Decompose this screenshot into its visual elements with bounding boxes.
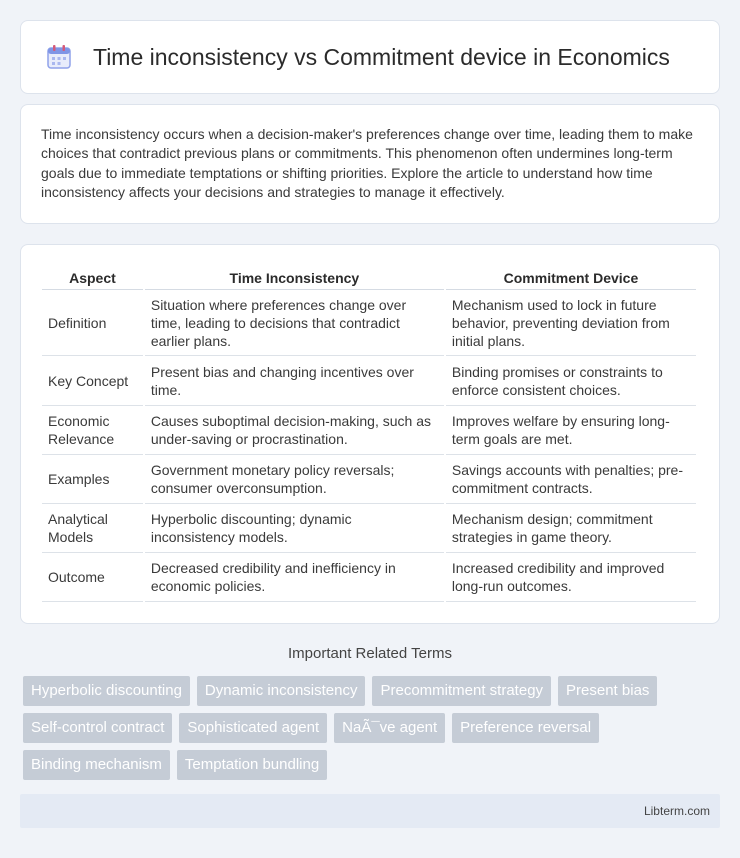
intro-paragraph: Time inconsistency occurs when a decision-maker's preferences change over time, leading them to make choices that contradict previous plans or commitments. This phenomenon often undermines long-term goals due to immediate temptations or shifting priorities. Explore the article to understand how time inconsistency affects your decisions and strategies to manage it effectively. xyxy=(41,126,693,200)
related-term-tag[interactable]: Sophisticated agent xyxy=(179,713,327,743)
related-term-tag[interactable]: NaÃ¯ve agent xyxy=(334,713,445,743)
page-title: Time inconsistency vs Commitment device in Economics xyxy=(93,43,670,70)
table-row xyxy=(42,553,696,602)
table-row xyxy=(42,290,696,356)
row-commitment-device: Mechanism used to lock in future behavior, preventing deviation from initial plans. xyxy=(446,290,696,356)
calendar-icon xyxy=(45,43,73,71)
footer-site-link[interactable]: Libterm.com xyxy=(643,804,710,818)
table-row xyxy=(42,455,696,504)
row-time-inconsistency: Situation where preferences change over time, leading to decisions that contradict earlier plans. xyxy=(145,290,444,356)
related-term-tag[interactable]: Self-control contract xyxy=(23,713,172,743)
related-terms-heading: Important Related Terms xyxy=(288,645,452,662)
related-term-tag[interactable]: Temptation bundling xyxy=(177,750,327,780)
related-term-tag[interactable]: Present bias xyxy=(558,676,657,706)
comparison-card xyxy=(20,244,720,624)
row-aspect: Outcome xyxy=(42,553,143,602)
header-commitment-device: Commitment Device xyxy=(446,265,696,290)
related-term-tag[interactable]: Hyperbolic discounting xyxy=(23,676,190,706)
header-aspect: Aspect xyxy=(42,265,143,290)
intro-card xyxy=(20,104,720,224)
row-time-inconsistency: Government monetary policy reversals; consumer overconsumption. xyxy=(145,455,444,504)
related-term-tag[interactable]: Binding mechanism xyxy=(23,750,170,780)
related-term-tag[interactable]: Preference reversal xyxy=(452,713,599,743)
table-row xyxy=(42,406,696,455)
related-term-tag[interactable]: Precommitment strategy xyxy=(372,676,551,706)
header-card xyxy=(20,20,720,94)
row-time-inconsistency: Hyperbolic discounting; dynamic inconsistency models. xyxy=(145,504,444,553)
table-header-row xyxy=(42,265,696,290)
row-aspect: Examples xyxy=(42,455,143,504)
row-aspect: Economic Relevance xyxy=(42,406,143,455)
related-term-tag[interactable]: Dynamic inconsistency xyxy=(197,676,366,706)
comparison-table xyxy=(40,265,698,602)
row-time-inconsistency: Present bias and changing incentives over time. xyxy=(145,356,444,406)
row-commitment-device: Improves welfare by ensuring long-term goals are met. xyxy=(446,406,696,455)
row-time-inconsistency: Decreased credibility and inefficiency in economic policies. xyxy=(145,553,444,602)
row-commitment-device: Savings accounts with penalties; pre-commitment contracts. xyxy=(446,455,696,504)
row-aspect: Definition xyxy=(42,290,143,356)
row-commitment-device: Mechanism design; commitment strategies in game theory. xyxy=(446,504,696,553)
row-aspect: Key Concept xyxy=(42,356,143,406)
header-time-inconsistency: Time Inconsistency xyxy=(145,265,444,290)
related-terms-list xyxy=(23,676,713,780)
row-commitment-device: Increased credibility and improved long-run outcomes. xyxy=(446,553,696,602)
row-time-inconsistency: Causes suboptimal decision-making, such as under-saving or procrastination. xyxy=(145,406,444,455)
table-row xyxy=(42,504,696,553)
row-aspect: Analytical Models xyxy=(42,504,143,553)
row-commitment-device: Binding promises or constraints to enforce consistent choices. xyxy=(446,356,696,406)
footer-bar xyxy=(20,794,720,828)
table-row xyxy=(42,356,696,406)
